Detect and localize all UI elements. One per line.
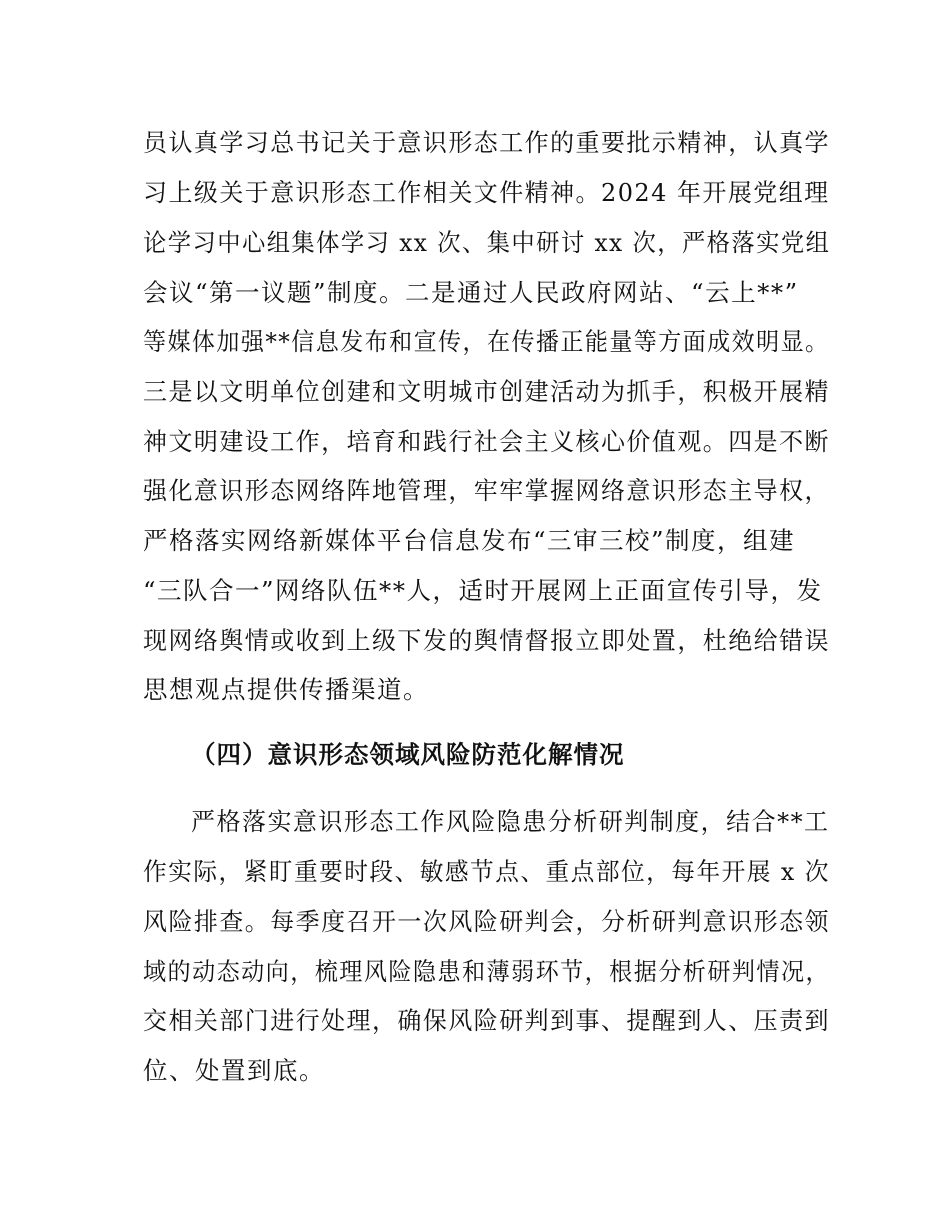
paragraph-line: “三队合一”网络队伍**人，适时开展网上正面宣传引导，发 <box>143 576 823 605</box>
paragraph-line: 风险排查。每季度召开一次风险研判会，分析研判意识形态领 <box>143 907 830 936</box>
paragraph-line: 习上级关于意识形态工作相关文件精神。2024 年开展党组理 <box>143 178 830 207</box>
paragraph-line: 严格落实意识形态工作风险隐患分析研判制度，结合**工 <box>191 807 830 836</box>
paragraph-line: 作实际，紧盯重要时段、敏感节点、重点部位，每年开展 x 次 <box>143 857 830 886</box>
paragraph-line: 现网络舆情或收到上级下发的舆情督报立即处置，杜绝给错误 <box>143 626 830 655</box>
paragraph-line: 严格落实网络新媒体平台信息发布“三审三校”制度，组建 <box>143 526 796 555</box>
paragraph-line: 强化意识形态网络阵地管理，牢牢掌握网络意识形态主导权， <box>143 476 830 505</box>
paragraph-line: 神文明建设工作，培育和践行社会主义核心价值观。四是不断 <box>143 427 830 456</box>
paragraph-line: 域的动态动向，梳理风险隐患和薄弱环节，根据分析研判情况， <box>143 957 831 986</box>
paragraph-line: 论学习中心组集体学习 xx 次、集中研讨 xx 次，严格落实党组 <box>143 228 831 257</box>
paragraph-line: 员认真学习总书记关于意识形态工作的重要批示精神，认真学 <box>143 128 830 157</box>
paragraph-line: 等媒体加强**信息发布和宣传，在传播正能量等方面成效明显。 <box>143 327 830 356</box>
paragraph-line: 会议“第一议题”制度。二是通过人民政府网站、“云上**” <box>143 278 799 307</box>
paragraph-line: 三是以文明单位创建和文明城市创建活动为抓手，积极开展精 <box>143 377 830 406</box>
section-heading: （四）意识形态领域风险防范化解情况 <box>191 740 625 769</box>
paragraph-line: 思想观点提供传播渠道。 <box>143 675 429 704</box>
paragraph-line: 位、处置到底。 <box>143 1056 325 1085</box>
paragraph-line: 交相关部门进行处理，确保风险研判到事、提醒到人、压责到 <box>143 1006 830 1035</box>
